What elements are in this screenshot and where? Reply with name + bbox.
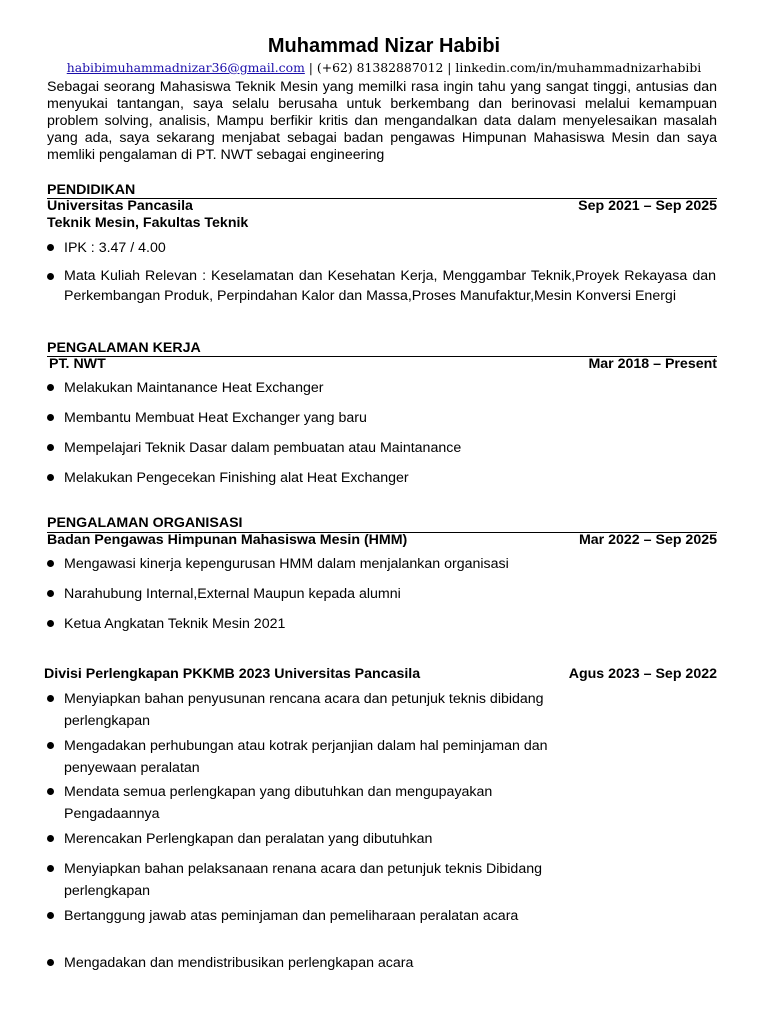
education-date: Sep 2021 – Sep 2025 xyxy=(578,198,717,214)
resume-page: Muhammad Nizar Habibi habibimuhammadnizar36@gmail.com | (+62) 81382887012 | linkedin.com/in/muhammadnizarhabibi Sebagai seorang Mahasiswa Teknik Mesin yang memilki rasa ingin tahu yang sangat tinggi, antusias dan menyukai tantangan, saya selalu berusaha untuk berkembang dan berinovasi melalui kemampuan problem solving, analisis, Mampu berfikir kritis dan mengandalkan data dalam menyelesaikan masalah yang ada, saya sekarang menjabat sebagai badan pengawas Himpunan Mahasiswa Mesin dan saya memliki pengalaman di PT. NWT sebagai engineering PENDIDIKAN Universitas Pancasila Sep 2021 – Sep 2025 Teknik Mesin, Fakultas Teknik IPK : 3.47 / 4.00 Mata Kuliah Relevan : Keselamatan dan Kesehatan Kerja, Menggambar Teknik,Proyek Rekayasa dan Perkembangan Produk, Perpindahan Kalor dan Massa,Proses Manufaktur,Mesin Konversi Energi PENGALAMAN KERJA PT. NWT Mar 2018 – Present Melakukan Maintanance Heat Exchanger Membantu Membuat Heat Exchanger yang baru Mempelajari Teknik Dasar dalam pembuatan atau Maintanance Melakukan Pengecekan Finishing alat Heat Exchanger PENGALAMAN ORGANISASI Badan Pengawas Himpunan Mahasiswa Mesin (HMM) Mar 2022 – Sep 2025 Mengawasi kinerja kepengurusan HMM dalam menjalankan organisasi Narahubung Internal,External Maupun kepada alumni Ketua Angkatan Teknik Mesin 2021 Divisi Perlengkapan PKKMB 2023 Universitas Pancasila Agus 2023 – Sep 2022 Menyiapkan bahan penyusunan rencana acara dan petunjuk teknis dibidang perlengkapan Mengadakan perhubungan atau kotrak perjanjian dalam hal peminjaman dan penyewaan peralatan Mendata semua perlengkapan yang dibutuhkan dan mengupayakan Pengadaannya Merencakan Perlengkapan dan peralatan yang dibutuhkan Menyiapkan bahan pelaksanaan renana acara dan petunjuk teknis Dibidang perlengkapan Bertanggung jawab atas peminjaman dan pemeliharaan peralatan acara Mengadakan dan mendistribusikan perlengkapan acara xyxy=(0,0,768,1024)
bullet-icon xyxy=(47,695,54,702)
candidate-name: Muhammad Nizar Habibi xyxy=(267,35,501,57)
bullet-icon xyxy=(47,560,54,567)
bullet-icon xyxy=(47,414,54,421)
organization-date: Agus 2023 – Sep 2022 xyxy=(568,666,717,682)
company-name: PT. NWT xyxy=(49,356,106,372)
education-program: Teknik Mesin, Fakultas Teknik xyxy=(47,215,249,231)
bullet-icon xyxy=(47,788,54,795)
bullet-icon xyxy=(47,620,54,627)
email-link[interactable]: habibimuhammadnizar36@gmail.com xyxy=(66,60,305,75)
section-title-education: PENDIDIKAN xyxy=(47,182,136,198)
section-title-work: PENGALAMAN KERJA xyxy=(47,340,201,356)
contact-details: | (+62) 81382887012 | linkedin.com/in/muhammadnizarhabibi xyxy=(304,60,702,75)
organization-row xyxy=(44,666,717,683)
bullet-icon xyxy=(47,244,54,251)
work-row xyxy=(47,356,717,373)
bullet-icon xyxy=(47,384,54,391)
section-title-organization: PENGALAMAN ORGANISASI xyxy=(47,515,243,531)
bullet-icon xyxy=(47,959,54,966)
bullet-icon xyxy=(47,865,54,872)
bullet-icon xyxy=(47,273,54,280)
organization-date: Mar 2022 – Sep 2025 xyxy=(578,532,717,548)
contact-line xyxy=(0,60,768,76)
summary-paragraph: Sebagai seorang Mahasiswa Teknik Mesin yang memilki rasa ingin tahu yang sangat tinggi, antusias dan menyukai tantangan, saya selalu berusaha untuk berkembang dan berinovasi melalui kemampuan problem solving, analisis, Mampu berfikir kritis dan mengandalkan data dalam menyelesaikan masalah yang ada, saya sekarang menjabat sebagai badan pengawas Himpunan Mahasiswa Mesin dan saya memliki pengalaman di PT. NWT sebagai engineering xyxy=(47,79,717,163)
institution-name: Universitas Pancasila xyxy=(47,198,193,214)
bullet-icon xyxy=(47,912,54,919)
organization-row xyxy=(47,532,717,549)
organization-name: Badan Pengawas Himpunan Mahasiswa Mesin (HMM) xyxy=(47,532,408,548)
bullet-icon xyxy=(47,742,54,749)
bullet-icon xyxy=(47,444,54,451)
education-row xyxy=(47,198,717,215)
bullet-icon xyxy=(47,835,54,842)
organization-name: Divisi Perlengkapan PKKMB 2023 Universitas Pancasila xyxy=(44,666,421,682)
work-date: Mar 2018 – Present xyxy=(588,356,717,372)
bullet-icon xyxy=(47,474,54,481)
bullet-icon xyxy=(47,590,54,597)
